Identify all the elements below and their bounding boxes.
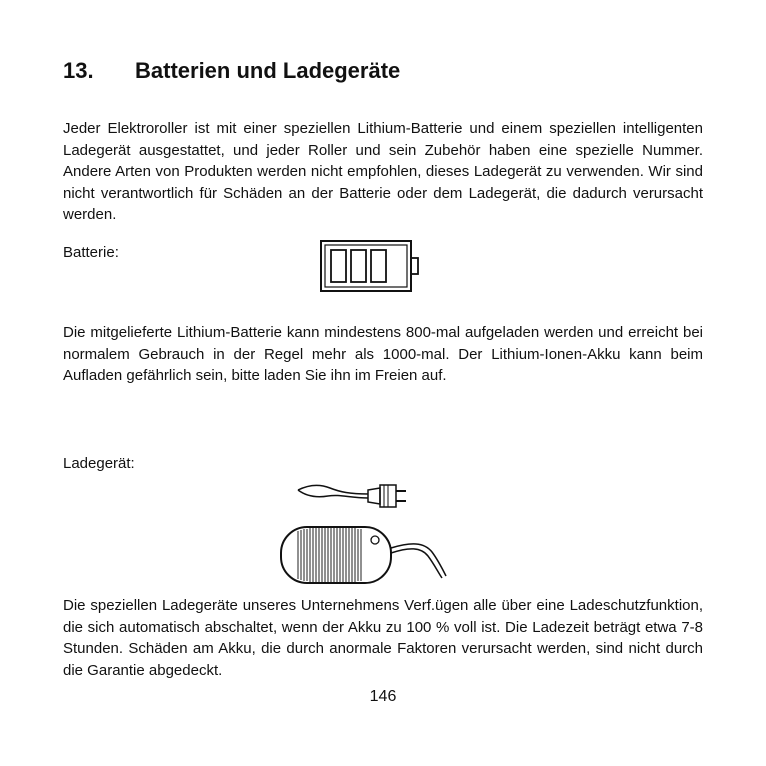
section-heading — [63, 58, 400, 84]
power-plug-icon — [290, 476, 425, 517]
page-number: 146 — [369, 688, 397, 705]
charger-description: Die speziellen Ladegeräte unseres Unternehmens Verf.ügen alle über eine Ladeschutzfunktion, die sich automatisch abschaltet, wenn der Akku zu 100 % voll ist. Die Ladezeit beträgt etwa 7-8 Stunden. Schäden am Akku, die durch anormale Faktoren verursacht werden, sind nicht durch die Garantie abgedeckt. — [63, 597, 703, 679]
battery-description: Die mitgelieferte Lithium-Batterie kann mindestens 800-mal aufgeladen werden und erreicht bei normalem Gebrauch in der Regel mehr als 1000-mal. Der Lithium-Ionen-Akku kann beim Aufladen gefährlich sein, bitte laden Sie ihn im Freien auf. — [63, 324, 703, 384]
charger-adapter-icon — [276, 522, 456, 593]
battery-label: Batterie: — [63, 244, 119, 261]
section-title: Batterien und Ladegeräte — [135, 58, 401, 83]
battery-icon — [318, 238, 428, 299]
charger-label: Ladegerät: — [63, 455, 135, 472]
intro-paragraph: Jeder Elektroroller ist mit einer speziellen Lithium-Batterie und einem speziellen intelligenten Ladegerät ausgestattet, und jeder Roller und sein Zubehör haben eine spezielle Nummer. Andere Arten von Produkten werden nicht empfohlen, dieses Ladegerät zu verwenden. Wir sind nicht verantwortlich für Schäden an der Batterie oder dem Ladegerät, die dadurch verursacht werden. — [63, 120, 703, 223]
section-number: 13. — [63, 58, 94, 83]
